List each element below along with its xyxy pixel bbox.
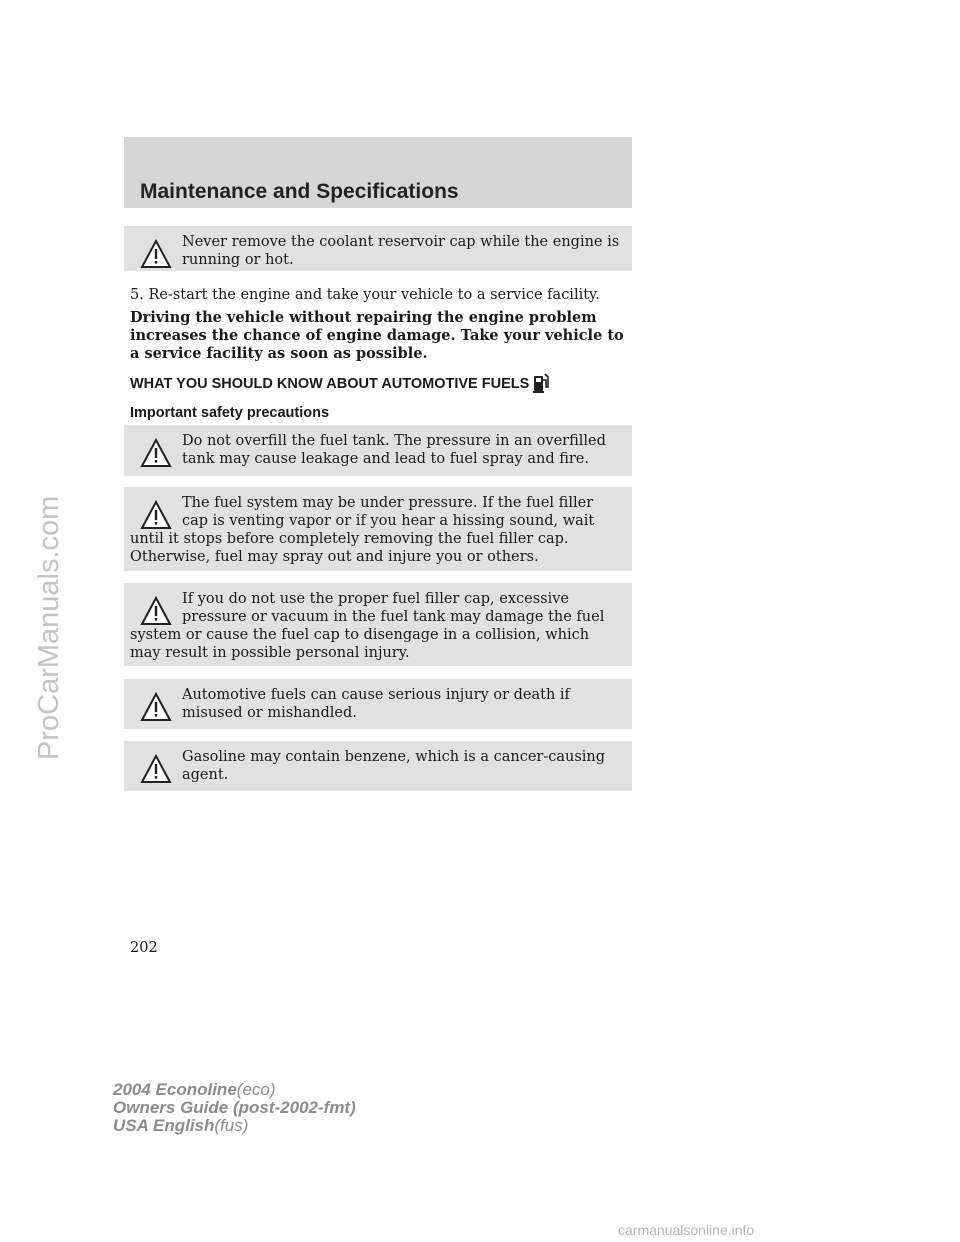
warning-text: The fuel system may be under pressure. If the fuel filler cap is venting vapor or if you hear a hissing sound, wait until it stops before completely removing the fuel filler cap. Otherwise, fuel may spray out and injure you or others. [130,495,595,565]
warning-box-pressure [124,487,632,571]
warning-triangle-icon [140,596,172,626]
warning-box-misuse [124,679,632,729]
fuels-heading-text: WHAT YOU SHOULD KNOW ABOUT AUTOMOTIVE FUELS [130,376,530,392]
warning-text: Automotive fuels can cause serious injury or death if misused or mishandled. [182,687,570,721]
side-watermark-text: ProCarManuals.com [33,495,65,760]
warning-box-filler-cap [124,583,632,666]
warning-text: Gasoline may contain benzene, which is a cancer-causing agent. [182,749,606,783]
warning-triangle-icon [140,438,172,468]
warning-text: If you do not use the proper fuel filler cap, excessive pressure or vacuum in the fuel tank may damage the fuel system or cause the fuel cap to disengage in a collision, which may result in possible personal injury. [130,591,605,661]
warning-triangle-icon [140,692,172,722]
warning-triangle-icon [140,500,172,530]
warning-text: Never remove the coolant reservoir cap while the engine is running or hot. [182,234,620,268]
fuels-section-heading [130,372,550,394]
page-number: 202 [130,940,158,956]
warning-box-coolant [124,226,632,271]
warning-triangle-icon [140,239,172,269]
step-5-text: 5. Re-start the engine and take your vehicle to a service facility. [130,287,600,303]
side-watermark [10,300,70,800]
fuel-pump-icon [532,372,550,394]
warning-box-benzene [124,741,632,791]
section-header [124,137,632,208]
footer-line-3 [113,1117,356,1135]
footer-language-code: (fus) [214,1116,249,1135]
warning-text: Do not overfill the fuel tank. The pressure in an overfilled tank may cause leakage and lead to fuel spray and fire. [182,433,606,467]
section-title: Maintenance and Specifications [140,180,459,203]
document-footer [113,1081,356,1135]
footer-model-code: (eco) [236,1080,276,1099]
footer-line-2: Owners Guide (post-2002-fmt) [113,1098,356,1117]
engine-damage-note: Driving the vehicle without repairing the engine problem increases the chance of engine damage. Take your vehicle to a service facility as soon as possible. [130,309,624,362]
safety-precautions-heading: Important safety precautions [130,405,330,421]
warning-box-overfill [124,425,632,476]
footer-language: USA English [113,1116,215,1135]
footer-line-1 [113,1081,356,1099]
site-watermark: carmanualsonline.info [618,1222,755,1238]
warning-triangle-icon [140,754,172,784]
footer-model: 2004 Econoline [113,1080,237,1099]
